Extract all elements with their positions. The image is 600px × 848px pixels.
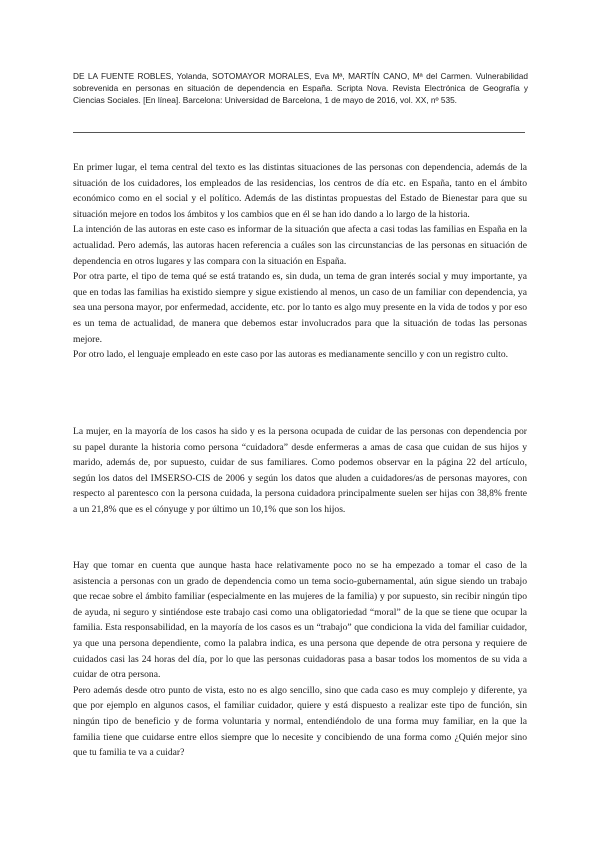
paragraph: Pero además desde otro punto de vista, esto no es algo sencillo, sino que cada caso es muy complejo y diferente, ya que por ejemplo en algunos casos, el familiar cuidador, quiere y está dispuesto a realizar este tipo de función, sin ningún tipo de beneficio y de forma voluntaria y normal, entendiéndolo de una forma muy familiar, en la que la familia tiene que cuidarse entre ellos siempre que lo necesite y concibiendo de una forma como ¿Quién mejor sino que tu familia te va a cuidar? [73,684,527,759]
section-3 [73,558,527,761]
header-divider [73,132,525,133]
paragraph: En primer lugar, el tema central del texto es las distintas situaciones de las personas con dependencia, además de la situación de los cuidadores, los empleados de las residencias, los centros de día etc. en España, tanto en el ámbito económico como en el social y el político. Además de las distintas propuestas del Estado de Bienestar para que su situación mejore en todos los ámbitos y los cambios que en él se han ido dando a lo largo de la historia. [73,162,527,220]
paragraph: Por otro lado, el lenguaje empleado en este caso por las autoras es medianamente sencillo y con un registro culto. [73,349,509,361]
section-1 [73,160,527,363]
paragraph: Por otra parte, el tipo de tema qué se está tratando es, sin duda, un tema de gran interés social y muy importante, ya que en todas las familias ha existido siempre y sigue existiendo al menos, un caso de un familiar con dependencia, ya sea una persona mayor, por enfermedad, accidente, etc. por lo tanto es algo muy presente en la vida de todos y por eso es un tema de actualidad, de manera que debemos estar involucrados para que la situación de todas las personas mejore. [73,271,527,345]
paragraph: La intención de las autoras en este caso es informar de la situación que afecta a casi todas las familias en España en la actualidad. Pero además, las autoras hacen referencia a cuáles son las circunstancias de las personas en situación de dependencia en otros lugares y las compara con la situación en España. [73,224,527,267]
paragraph: Hay que tomar en cuenta que aunque hasta hace relativamente poco no se ha empezado a tomar el caso de la asistencia a personas con un grado de dependencia como un tema socio-gubernamental, aún sigue siendo un trabajo que recae sobre el ámbito familiar (especialmente en las mujeres de la familia) y por supuesto, sin recibir ningún tipo de ayuda, ni seguro y sintiéndose este trabajo casi como una obligatoriedad “moral” de la que se tiene que ocupar la familia. Esta responsabilidad, en la mayoría de los casos es un “trabajo” que condiciona la vida del familiar cuidador, ya que una persona dependiente, como la palabra indica, es una persona que depende de otra persona y requiere de cuidados casi las 24 horas del día, por lo que las personas cuidadoras pasa a basar todos los momentos de su vida a cuidar de otra persona. [73,560,527,681]
paragraph: La mujer, en la mayoría de los casos ha sido y es la persona ocupada de cuidar de las personas con dependencia por su papel durante la historia como persona “cuidadora” desde enfermeras a amas de casa que cuidan de sus hijos y marido, además de, por supuesto, cuidar de sus familiares. Como podemos observar en la página 22 del artículo, según los datos del IMSERSO-CIS de 2006 y según los datos que aluden a cuidadores/as de personas mayores, con respecto al parentesco con la persona cuidada, la persona cuidadora principalmente suelen ser hijas con 38,8% frente a un 21,8% que es el cónyuge y por último un 10,1% que son los hijos. [73,426,527,515]
section-2 [73,424,527,518]
citation-header: DE LA FUENTE ROBLES, Yolanda, SOTOMAYOR MORALES, Eva Mª, MARTÍN CANO, Mª del Carmen. Vulnerabilidad sobrevenida en personas en situación de dependencia en España. Scripta Nova. Revista Electrónica de Geografía y Ciencias Sociales. [En línea]. Barcelona: Universidad de Barcelona, 1 de mayo de 2016, vol. XX, nº 535. [73,71,528,106]
